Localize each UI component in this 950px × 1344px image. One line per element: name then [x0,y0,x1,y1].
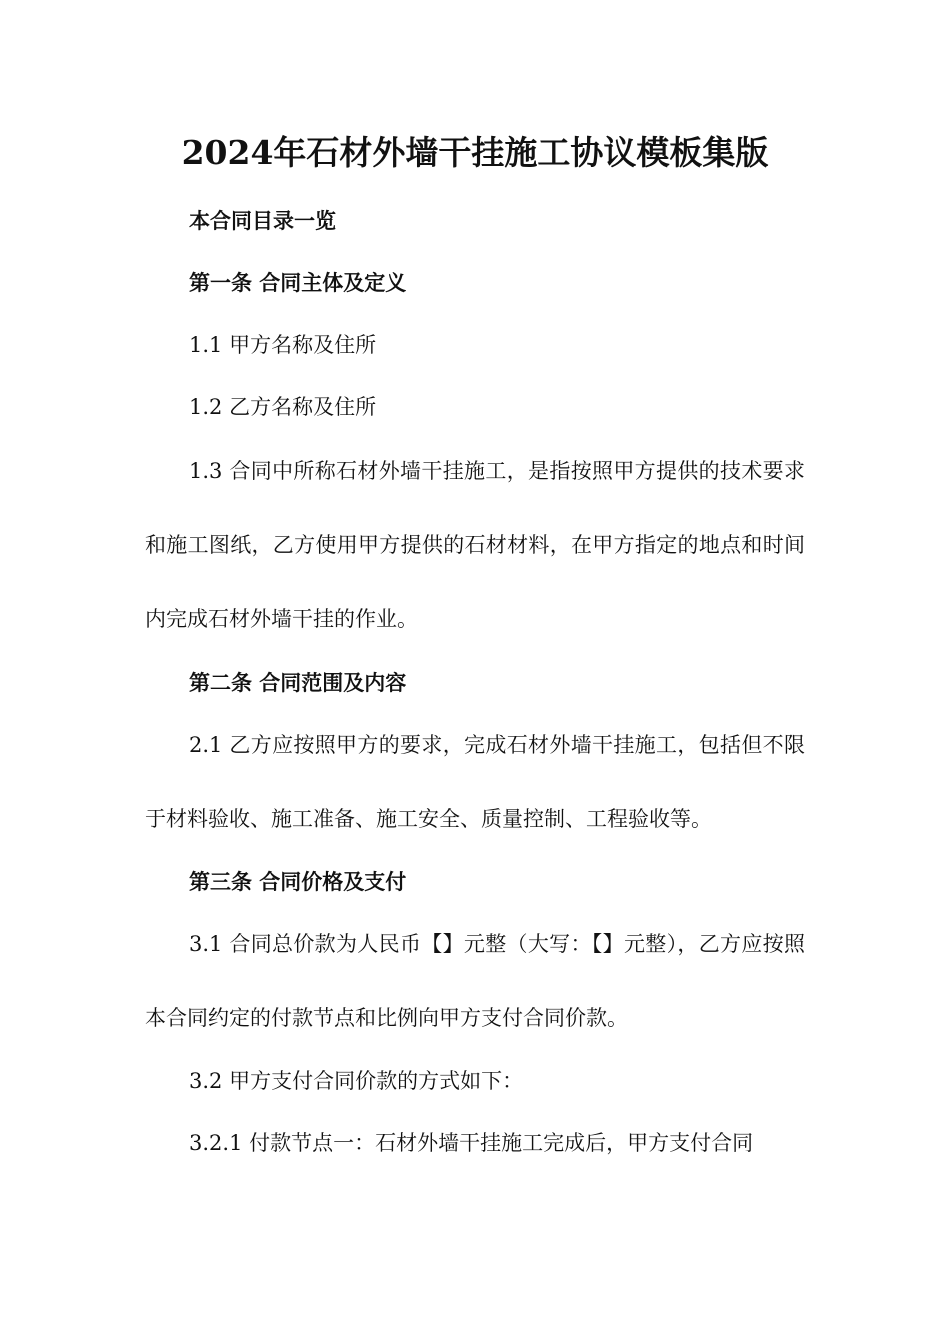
clause-3-2-1: 3.2.1 付款节点一：石材外墙干挂施工完成后，甲方支付合同 [189,1131,754,1155]
article-2-heading: 第二条 合同范围及内容 [189,670,407,695]
document-title: 2024年石材外墙干挂施工协议模板集版 [181,133,769,172]
article-3-heading: 第三条 合同价格及支付 [189,869,407,894]
clause-3-1: 3.1 合同总价款为人民币【】元整（大写：【】元整），乙方应按照本合同约定的付款节点和比例向甲方支付合同价款。 [145,932,805,1030]
clause-1-2: 1.2 乙方名称及住所 [189,395,377,419]
clause-3-2: 3.2 甲方支付合同价款的方式如下： [189,1069,524,1093]
clause-1-1: 1.1 甲方名称及住所 [189,333,377,357]
clause-2-1: 2.1 乙方应按照甲方的要求，完成石材外墙干挂施工，包括但不限于材料验收、施工准备、施工安全、质量控制、工程验收等。 [145,733,805,831]
clause-1-3: 1.3 合同中所称石材外墙干挂施工，是指按照甲方提供的技术要求和施工图纸，乙方使用甲方提供的石材材料，在甲方指定的地点和时间内完成石材外墙干挂的作业。 [145,459,805,631]
article-1-heading: 第一条 合同主体及定义 [189,270,407,295]
toc-heading: 本合同目录一览 [189,208,336,233]
